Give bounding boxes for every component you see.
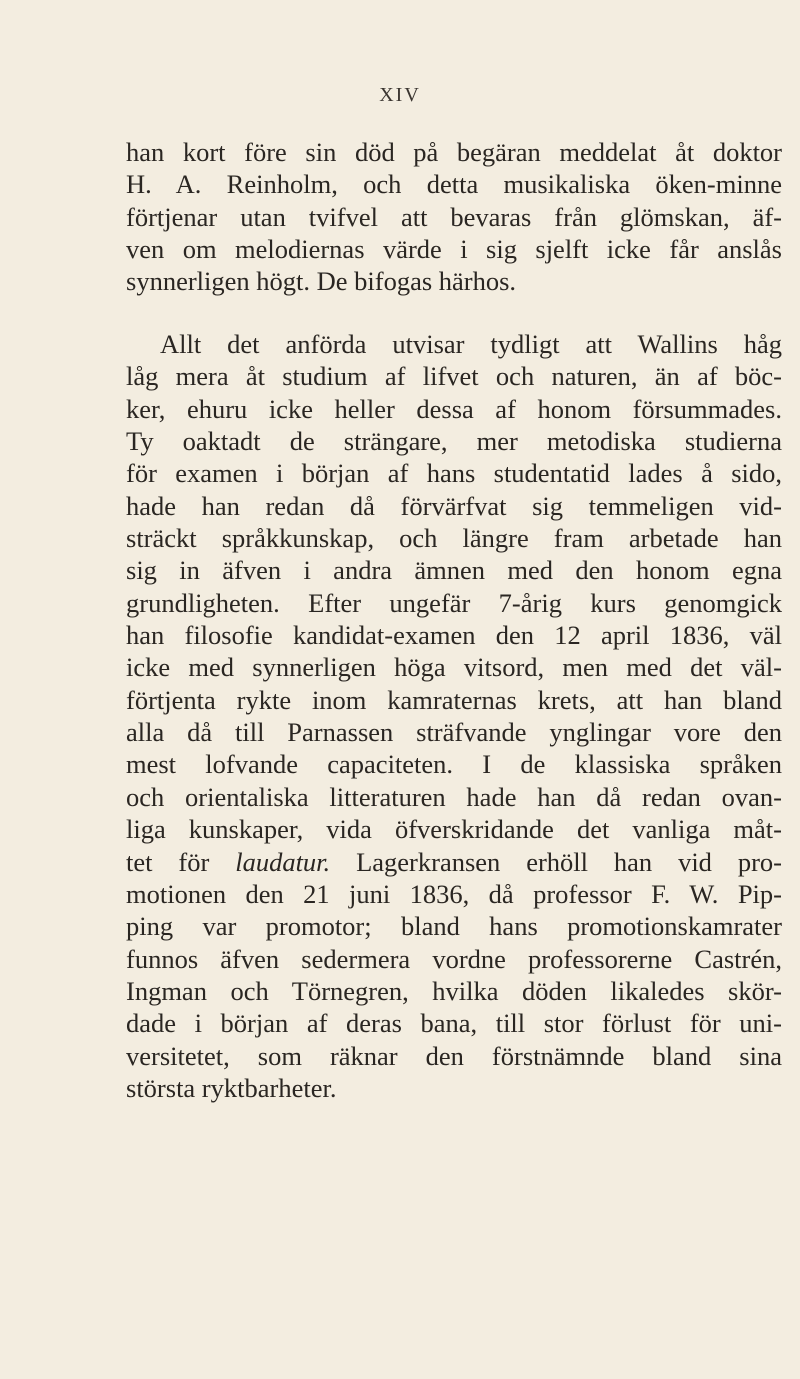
text-line: hade han redan då förvärfvat sig temmeligen vid-	[126, 490, 782, 521]
text-line: Ty oaktadt de strängare, mer metodiska studierna	[126, 426, 782, 457]
text-line: synnerligen högt. De bifogas härhos.	[126, 266, 517, 297]
text-line: han filosofie kandidat-examen den 12 april 1836, väl	[126, 620, 782, 651]
text-line: sträckt språkkunskap, och längre fram arbetade han	[126, 523, 782, 554]
text-line: ker, ehuru icke heller dessa af honom försummades.	[126, 393, 782, 424]
text-line: ven om melodiernas värde i sig sjelft icke får anslås	[126, 234, 782, 265]
text-line: förtjenta rykte inom kamraternas krets, att han bland	[126, 684, 782, 715]
text-line: låg mera åt studium af lifvet och naturen, än af böc-	[126, 361, 782, 392]
text-line: största ryktbarheter.	[126, 1072, 337, 1103]
text-line: funnos äfven sedermera vordne professorerne Castrén,	[126, 943, 782, 974]
paragraph-1	[126, 136, 782, 298]
text-line: versitetet, som räknar den förstnämnde bland sina	[126, 1040, 782, 1071]
text-line: Ingman och Törnegren, hvilka döden likaledes skör-	[126, 975, 782, 1006]
line-text-before: tet för	[126, 846, 236, 877]
paragraph-2	[126, 328, 782, 1104]
text-line: motionen den 21 juni 1836, då professor F. W. Pip-	[126, 878, 782, 909]
text-line: mest lofvande capaciteten. I de klassiska språken	[126, 749, 782, 780]
text-line: H. A. Reinholm, och detta musikaliska öken-minne	[126, 169, 782, 200]
text-line: förtjenar utan tvifvel att bevaras från glömskan, äf-	[126, 201, 782, 232]
text-line: dade i början af deras bana, till stor förlust för uni-	[126, 1008, 782, 1039]
text-line: icke med synnerligen höga vitsord, men med det väl-	[126, 652, 782, 683]
text-line: alla då till Parnassen sträfvande ynglingar vore den	[126, 717, 782, 748]
text-line: grundligheten. Efter ungefär 7-årig kurs genomgick	[126, 587, 782, 618]
text-line: för examen i början af hans studentatid lades å sido,	[126, 458, 782, 489]
text-line: sig in äfven i andra ämnen med den honom egna	[126, 555, 782, 586]
text-line: ping var promotor; bland hans promotionskamrater	[126, 911, 782, 942]
italic-term: laudatur.	[235, 846, 331, 877]
text-line: Allt det anförda utvisar tydligt att Wallins håg	[160, 329, 782, 359]
page-number: XIV	[379, 84, 421, 106]
line-text-after: Lagerkransen erhöll han vid pro-	[330, 846, 782, 877]
text-line: liga kunskaper, vida öfverskridande det vanliga måt-	[126, 814, 782, 845]
text-line: och orientaliska litteraturen hade han då redan ovan-	[126, 781, 782, 812]
text-line-with-italic	[126, 846, 782, 878]
text-line: han kort före sin död på begäran meddelat åt doktor	[126, 137, 782, 167]
